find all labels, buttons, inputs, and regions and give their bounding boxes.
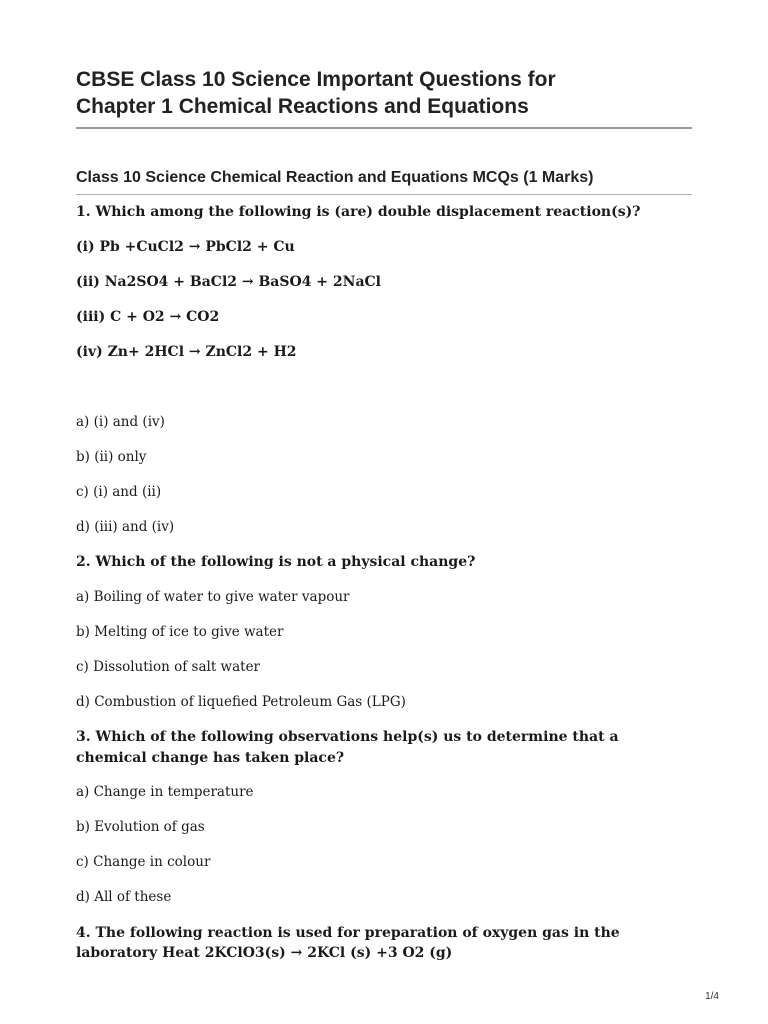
q1-statement-1: (i) Pb +CuCl2 → PbCl2 + Cu: [76, 239, 295, 255]
title-divider: [76, 127, 692, 129]
question-2: 2. Which of the following is not a physical change?: [76, 554, 476, 570]
q3-option-d: d) All of these: [76, 889, 172, 905]
q1-statement-3: (iii) C + O2 → CO2: [76, 309, 220, 325]
q2-option-d: d) Combustion of liquefied Petroleum Gas (LPG): [76, 694, 406, 710]
q2-option-a: a) Boiling of water to give water vapour: [76, 589, 350, 605]
title-line-2: Chapter 1 Chemical Reactions and Equations: [76, 95, 529, 118]
q3-option-c: c) Change in colour: [76, 854, 211, 870]
q3-option-b: b) Evolution of gas: [76, 819, 205, 835]
section-divider: [76, 194, 692, 195]
q2-option-c: c) Dissolution of salt water: [76, 659, 261, 675]
q3-option-a: a) Change in temperature: [76, 784, 254, 800]
page-number: 1/4: [705, 991, 719, 1002]
question-4-line-1: 4. The following reaction is used for preparation of oxygen gas in the: [76, 925, 620, 941]
question-4-line-2: laboratory Heat 2KClO3(s) → 2KCl (s) +3 O2 (g): [76, 945, 453, 961]
question-1: 1. Which among the following is (are) double displacement reaction(s)?: [76, 204, 641, 220]
page-title: [76, 66, 696, 120]
q1-option-c: c) (i) and (ii): [76, 484, 162, 500]
q1-statement-2: (ii) Na2SO4 + BaCl2 → BaSO4 + 2NaCl: [76, 274, 381, 290]
q1-option-d: d) (iii) and (iv): [76, 519, 175, 535]
q1-option-a: a) (i) and (iv): [76, 414, 165, 430]
question-3-line-2: chemical change has taken place?: [76, 750, 345, 766]
section-heading: Class 10 Science Chemical Reaction and Equations MCQs (1 Marks): [76, 169, 594, 186]
q1-statement-4: (iv) Zn+ 2HCl → ZnCl2 + H2: [76, 344, 297, 360]
question-3-line-1: 3. Which of the following observations help(s) us to determine that a: [76, 729, 619, 745]
q2-option-b: b) Melting of ice to give water: [76, 624, 284, 640]
title-line-1: CBSE Class 10 Science Important Questions for: [76, 68, 556, 91]
q1-option-b: b) (ii) only: [76, 449, 147, 465]
